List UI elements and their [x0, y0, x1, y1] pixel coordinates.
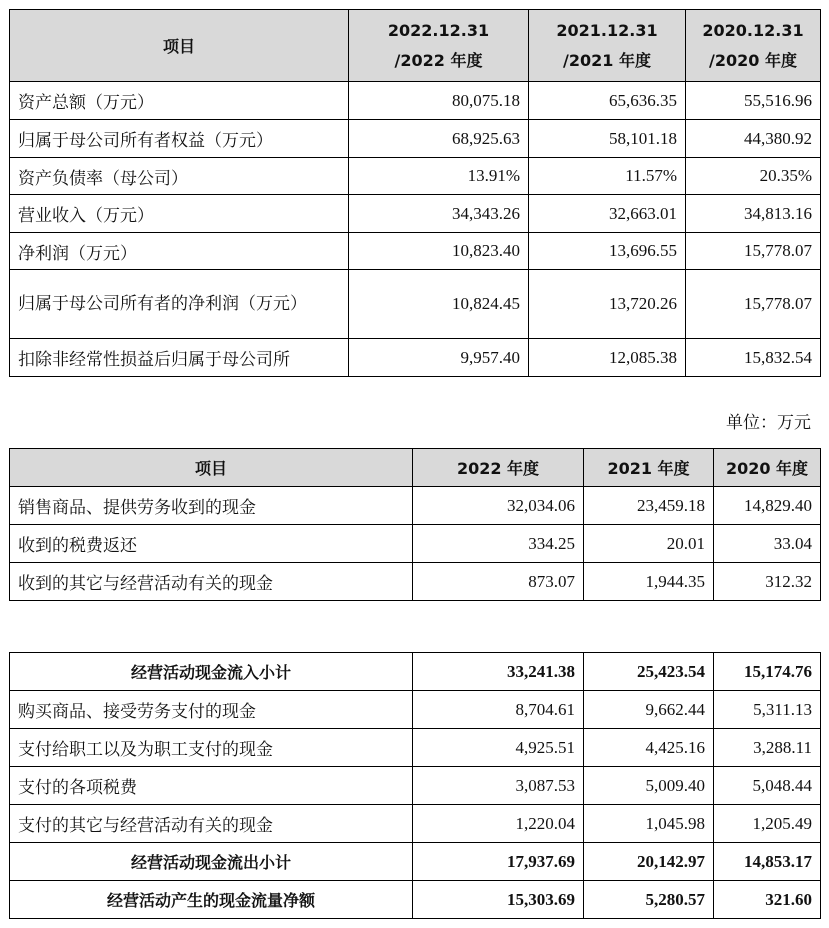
header-item: 项目: [10, 10, 349, 82]
cell-2020: 15,174.76: [714, 653, 821, 691]
header-2021: [529, 10, 686, 82]
row-label: 收到的税费返还: [10, 525, 413, 563]
subtotal-row: [10, 843, 821, 881]
subtotal-row: [10, 653, 821, 691]
row-label: 扣除非经常性损益后归属于母公司所: [10, 339, 349, 377]
table-row: [10, 563, 821, 601]
table-row: [10, 82, 821, 120]
cell-2021: 9,662.44: [584, 691, 714, 729]
cell-2022: 15,303.69: [413, 881, 584, 919]
header-year: /2020 年度: [709, 50, 797, 70]
cell-2021: 12,085.38: [529, 339, 686, 377]
cell-2022: 68,925.63: [349, 120, 529, 158]
cell-2022: 34,343.26: [349, 195, 529, 233]
row-label: 经营活动产生的现金流量净额: [10, 881, 413, 919]
cell-2021: 1,045.98: [584, 805, 714, 843]
cell-2020: 20.35%: [686, 158, 821, 195]
cell-2020: 15,778.07: [686, 233, 821, 270]
table-row: [10, 270, 821, 339]
cell-2021: 5,009.40: [584, 767, 714, 805]
cell-2022: 4,925.51: [413, 729, 584, 767]
cell-2020: 312.32: [714, 563, 821, 601]
cell-2020: 33.04: [714, 525, 821, 563]
cell-2020: 15,832.54: [686, 339, 821, 377]
header-year: /2021 年度: [563, 50, 651, 70]
cell-2021: 20,142.97: [584, 843, 714, 881]
cell-2022: 8,704.61: [413, 691, 584, 729]
cell-2022: 17,937.69: [413, 843, 584, 881]
cell-2022: 33,241.38: [413, 653, 584, 691]
header-2022: 2022 年度: [413, 449, 584, 487]
cell-2022: 32,034.06: [413, 487, 584, 525]
cell-2022: 1,220.04: [413, 805, 584, 843]
cell-2020: 5,048.44: [714, 767, 821, 805]
cell-2020: 14,829.40: [714, 487, 821, 525]
financial-summary-table: [9, 9, 821, 377]
cell-2022: 9,957.40: [349, 339, 529, 377]
header-2022: [349, 10, 529, 82]
cell-2021: 5,280.57: [584, 881, 714, 919]
table-header-row: [10, 10, 821, 82]
table-row: [10, 691, 821, 729]
row-label: 经营活动现金流入小计: [10, 653, 413, 691]
total-row: [10, 881, 821, 919]
cell-2021: 13,696.55: [529, 233, 686, 270]
cell-2021: 1,944.35: [584, 563, 714, 601]
cell-2021: 13,720.26: [529, 270, 686, 339]
table-row: [10, 805, 821, 843]
table-row: [10, 233, 821, 270]
unit-label: 单位：万元: [726, 413, 811, 433]
cell-2021: 65,636.35: [529, 82, 686, 120]
cell-2021: 4,425.16: [584, 729, 714, 767]
cell-2022: 873.07: [413, 563, 584, 601]
table-row: [10, 339, 821, 377]
cash-inflow-table: [9, 448, 821, 601]
table-row: [10, 487, 821, 525]
cell-2022: 334.25: [413, 525, 584, 563]
row-label: 支付的各项税费: [10, 767, 413, 805]
cell-2020: 1,205.49: [714, 805, 821, 843]
table-header-row: [10, 449, 821, 487]
header-2021: 2021 年度: [584, 449, 714, 487]
header-2020: 2020 年度: [714, 449, 821, 487]
cell-2020: 55,516.96: [686, 82, 821, 120]
header-2020: [686, 10, 821, 82]
cell-2022: 13.91%: [349, 158, 529, 195]
cell-2020: 15,778.07: [686, 270, 821, 339]
row-label: 支付的其它与经营活动有关的现金: [10, 805, 413, 843]
header-date: 2020.12.31: [702, 20, 804, 40]
row-label: 支付给职工以及为职工支付的现金: [10, 729, 413, 767]
table-row: [10, 767, 821, 805]
header-item: 项目: [10, 449, 413, 487]
cell-2020: 14,853.17: [714, 843, 821, 881]
row-label: 归属于母公司所有者权益（万元）: [10, 120, 349, 158]
cell-2022: 3,087.53: [413, 767, 584, 805]
cell-2022: 10,824.45: [349, 270, 529, 339]
cell-2021: 32,663.01: [529, 195, 686, 233]
row-label: 经营活动现金流出小计: [10, 843, 413, 881]
row-label: 购买商品、接受劳务支付的现金: [10, 691, 413, 729]
cell-2020: 44,380.92: [686, 120, 821, 158]
row-label: 净利润（万元）: [10, 233, 349, 270]
header-date: 2021.12.31: [556, 20, 658, 40]
cell-2020: 5,311.13: [714, 691, 821, 729]
cell-2020: 34,813.16: [686, 195, 821, 233]
cell-2021: 11.57%: [529, 158, 686, 195]
table-row: [10, 525, 821, 563]
header-date: 2022.12.31: [387, 20, 490, 40]
cell-2022: 80,075.18: [349, 82, 529, 120]
row-label: 资产总额（万元）: [10, 82, 349, 120]
table-row: [10, 158, 821, 195]
row-label: 营业收入（万元）: [10, 195, 349, 233]
cell-2021: 25,423.54: [584, 653, 714, 691]
row-label: 销售商品、提供劳务收到的现金: [10, 487, 413, 525]
cell-2022: 10,823.40: [349, 233, 529, 270]
cell-2021: 20.01: [584, 525, 714, 563]
table-row: [10, 729, 821, 767]
row-label: 收到的其它与经营活动有关的现金: [10, 563, 413, 601]
table-row: [10, 120, 821, 158]
cash-outflow-table: [9, 652, 821, 919]
cell-2020: 321.60: [714, 881, 821, 919]
cell-2021: 58,101.18: [529, 120, 686, 158]
row-label: 资产负债率（母公司）: [10, 158, 349, 195]
table-row: [10, 195, 821, 233]
header-year: /2022 年度: [394, 50, 483, 70]
row-label: 归属于母公司所有者的净利润（万元）: [10, 270, 349, 339]
cell-2021: 23,459.18: [584, 487, 714, 525]
cell-2020: 3,288.11: [714, 729, 821, 767]
